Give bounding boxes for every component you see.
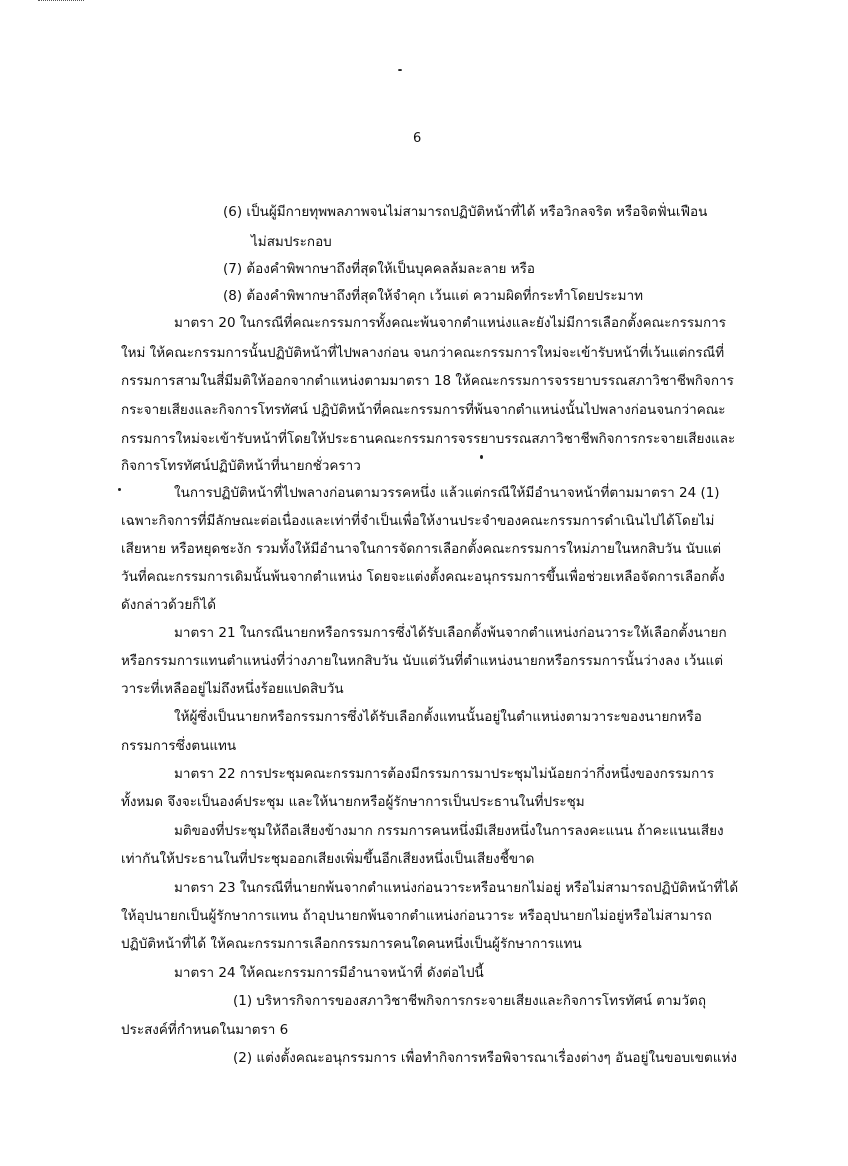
text-line: ดังกล่าวด้วยก็ได้ xyxy=(121,597,216,613)
text-line: มติของที่ประชุมให้ถือเสียงข้างมาก กรรมการคนหนึ่งมีเสียงหนึ่งในการลงคะแนน ถ้าคะแนนเสียง xyxy=(174,823,724,839)
text-line: (6) เป็นผู้มีกายทุพพลภาพจนไม่สามารถปฏิบัติหน้าที่ได้ หรือวิกลจริต หรือจิตฟั่นเฟือน xyxy=(223,204,708,220)
text-line: ประสงค์ที่กำหนดในมาตรา 6 xyxy=(121,1022,289,1038)
text-line: ใหม่ ให้คณะกรรมการนั้นปฏิบัติหน้าที่ไปพลางก่อน จนกว่าคณะกรรมการใหม่จะเข้ารับหน้าที่เว้นแต่กรณีที่ xyxy=(121,345,725,361)
scan-speck xyxy=(480,455,483,459)
text-line: ให้ผู้ซึ่งเป็นนายกหรือกรรมการซึ่งได้รับเลือกตั้งแทนนั้นอยู่ในตำแหน่งตามวาระของนายกหรือ xyxy=(174,709,702,725)
scan-corner-mark xyxy=(38,0,84,1)
text-line: ไม่สมประกอบ xyxy=(251,234,332,250)
text-line: เท่ากันให้ประธานในที่ประชุมออกเสียงเพิ่มขึ้นอีกเสียงหนึ่งเป็นเสียงชี้ขาด xyxy=(121,851,535,867)
text-line: มาตรา 20 ในกรณีที่คณะกรรมการทั้งคณะพ้นจากตำแหน่งและยังไม่มีการเลือกตั้งคณะกรรมการ xyxy=(174,315,726,331)
text-line: มาตรา 24 ให้คณะกรรมการมีอำนาจหน้าที่ ดังต่อไปนี้ xyxy=(174,965,484,981)
text-line: (8) ต้องคำพิพากษาถึงที่สุดให้จำคุก เว้นแต่ ความผิดที่กระทำโดยประมาท xyxy=(223,288,644,304)
scan-speck xyxy=(118,488,121,491)
text-line: วาระที่เหลืออยู่ไม่ถึงหนึ่งร้อยแปดสิบวัน xyxy=(121,681,344,697)
text-line: วันที่คณะกรรมการเดิมนั้นพ้นจากตำแหน่ง โดยจะแต่งตั้งคณะอนุกรรมการขึ้นเพื่อช่วยเหลือจัดการเลือกตั้ง xyxy=(121,569,725,585)
text-line: กรรมการใหม่จะเข้ารับหน้าที่โดยให้ประธานคณะกรรมการจรรยาบรรณสภาวิชาชีพกิจการกระจายเสียงและ xyxy=(121,431,736,447)
text-line: เสียหาย หรือหยุดชะงัก รวมทั้งให้มีอำนาจในการจัดการเลือกตั้งคณะกรรมการใหม่ภายในหกสิบวัน นับแต่ xyxy=(121,541,722,557)
text-line: ให้อุปนายกเป็นผู้รักษาการแทน ถ้าอุปนายกพ้นจากตำแหน่งก่อนวาระ หรืออุปนายกไม่อยู่หรือไม่สามารถ xyxy=(121,908,712,924)
text-line: ในการปฏิบัติหน้าที่ไปพลางก่อนตามวรรคหนึ่ง แล้วแต่กรณีให้มีอำนาจหน้าที่ตามมาตรา 24 (1) xyxy=(174,485,720,501)
text-line: หรือกรรมการแทนตำแหน่งที่ว่างภายในหกสิบวัน นับแต่วันที่ตำแหน่งนายกหรือกรรมการนั้นว่างลง เว้นแต่ xyxy=(121,653,724,669)
page-number: 6 xyxy=(413,131,422,146)
text-line: มาตรา 22 การประชุมคณะกรรมการต้องมีกรรมการมาประชุมไม่น้อยกว่ากึ่งหนึ่งของกรรมการ xyxy=(174,766,715,782)
text-line: กรรมการซึ่งตนแทน xyxy=(121,738,237,754)
text-line: ปฏิบัติหน้าที่ได้ ให้คณะกรรมการเลือกกรรมการคนใดคนหนึ่งเป็นผู้รักษาการแทน xyxy=(121,936,582,952)
text-line: กิจการโทรทัศน์ปฏิบัติหน้าที่นายกชั่วคราว xyxy=(121,458,361,474)
text-line: มาตรา 23 ในกรณีที่นายกพ้นจากตำแหน่งก่อนวาระหรือนายกไม่อยู่ หรือไม่สามารถปฏิบัติหน้าที่ได้ xyxy=(174,880,739,896)
text-line: (1) บริหารกิจการของสภาวิชาชีพกิจการกระจายเสียงและกิจการโทรทัศน์ ตามวัตถุ xyxy=(233,993,707,1009)
scan-speck xyxy=(398,69,402,71)
text-line: กระจายเสียงและกิจการโทรทัศน์ ปฏิบัติหน้าที่คณะกรรมการที่พ้นจากตำแหน่งนั้นไปพลางก่อนจนกว่าคณะ xyxy=(121,402,726,418)
text-line: (7) ต้องคำพิพากษาถึงที่สุดให้เป็นบุคคลล้มละลาย หรือ xyxy=(223,261,536,277)
text-line: กรรมการสามในสี่มีมติให้ออกจากตำแหน่งตามมาตรา 18 ให้คณะกรรมการจรรยาบรรณสภาวิชาชีพกิจการ xyxy=(121,373,734,389)
text-line: มาตรา 21 ในกรณีนายกหรือกรรมการซึ่งได้รับเลือกตั้งพ้นจากตำแหน่งก่อนวาระให้เลือกตั้งนายก xyxy=(174,625,727,641)
text-line: เฉพาะกิจการที่มีลักษณะต่อเนื่องและเท่าที่จำเป็นเพื่อให้งานประจำของคณะกรรมการดำเนินไปได้โดยไม่ xyxy=(121,513,715,529)
text-line: (2) แต่งตั้งคณะอนุกรรมการ เพื่อทำกิจการหรือพิจารณาเรื่องต่างๆ อันอยู่ในขอบเขตแห่ง xyxy=(233,1050,737,1066)
text-line: ทั้งหมด จึงจะเป็นองค์ประชุม และให้นายกหรือผู้รักษาการเป็นประธานในที่ประชุม xyxy=(121,794,585,810)
